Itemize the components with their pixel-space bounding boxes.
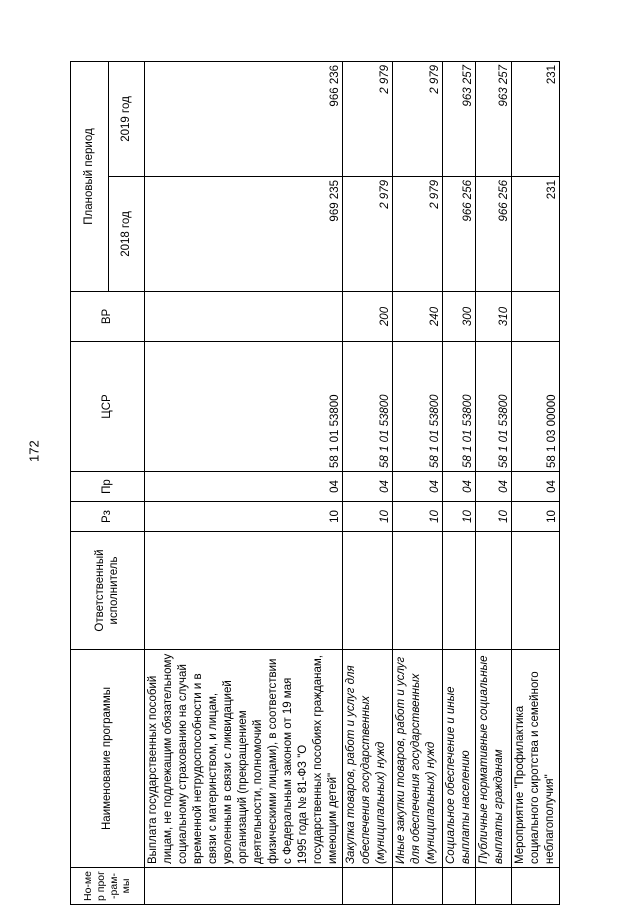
cell-2019: 2 979 <box>393 61 443 176</box>
header-pr: Пр <box>71 472 145 502</box>
cell-num <box>443 868 476 905</box>
cell-2019: 963 257 <box>476 61 512 176</box>
page-number: 172 <box>26 440 42 462</box>
table-row <box>476 61 512 904</box>
rotated-budget-table <box>70 62 558 905</box>
cell-exec <box>393 532 443 650</box>
header-vr: ВР <box>71 292 145 342</box>
header-year-2019: 2019 год <box>109 61 145 176</box>
table-row <box>343 61 393 904</box>
cell-csr: 58 1 03 00000 <box>512 342 560 472</box>
cell-vr: 300 <box>443 292 476 342</box>
cell-2019: 2 979 <box>343 61 393 176</box>
header-plan-period: Плановый период <box>71 61 109 291</box>
cell-pr: 04 <box>343 472 393 502</box>
cell-vr: 200 <box>343 292 393 342</box>
cell-exec <box>145 532 343 650</box>
cell-vr: 310 <box>476 292 512 342</box>
cell-name: Закупка товаров, работ и услуг для обеспечения государственных (муниципальных) нужд <box>343 650 393 868</box>
cell-rz: 10 <box>443 502 476 532</box>
cell-pr: 04 <box>443 472 476 502</box>
cell-name: Мероприятие "Профилактика социального сиротства и семейного неблагополучия" <box>512 650 560 868</box>
cell-2019: 963 257 <box>443 61 476 176</box>
cell-rz: 10 <box>393 502 443 532</box>
table-row <box>393 61 443 904</box>
cell-2018: 966 256 <box>476 177 512 292</box>
header-rz: Рз <box>71 502 145 532</box>
table-row <box>443 61 476 904</box>
cell-csr: 58 1 01 53800 <box>343 342 393 472</box>
budget-table <box>70 61 560 905</box>
cell-name: Публичные нормативные социальные выплаты гражданам <box>476 650 512 868</box>
cell-exec <box>443 532 476 650</box>
cell-2018: 969 235 <box>145 177 343 292</box>
table-row <box>145 61 343 904</box>
cell-2018: 2 979 <box>393 177 443 292</box>
cell-csr: 58 1 01 53800 <box>443 342 476 472</box>
header-executor: Ответственный исполнитель <box>71 532 145 650</box>
cell-name: Выплата государственных пособий лицам, не подлежащим обязательному социальному страхованию на случай временной нетрудоспособности и в связи с материнством, и лицам, уволенным в связи с ликвидацией организаций (прекращением деятельности, полномочий физическими лицами), в соответствии с Федеральным законом от 19 мая 1995 года № 81-ФЗ "О государственных пособиях гражданам, имеющим детей" <box>145 650 343 868</box>
cell-rz: 10 <box>512 502 560 532</box>
cell-rz: 10 <box>476 502 512 532</box>
cell-num <box>393 868 443 905</box>
cell-rz: 10 <box>145 502 343 532</box>
cell-2018: 231 <box>512 177 560 292</box>
cell-2019: 231 <box>512 61 560 176</box>
cell-pr: 04 <box>393 472 443 502</box>
cell-vr <box>145 292 343 342</box>
cell-num <box>145 868 343 905</box>
cell-2018: 966 256 <box>443 177 476 292</box>
cell-name: Социальное обеспечение и иные выплаты населению <box>443 650 476 868</box>
header-csr: ЦСР <box>71 342 145 472</box>
cell-vr <box>512 292 560 342</box>
header-program-number: Но-мер прог-рам-мы <box>71 868 145 905</box>
cell-csr: 58 1 01 53800 <box>476 342 512 472</box>
header-year-2018: 2018 год <box>109 177 145 292</box>
cell-pr: 04 <box>512 472 560 502</box>
cell-exec <box>343 532 393 650</box>
cell-pr: 04 <box>145 472 343 502</box>
cell-2019: 966 236 <box>145 61 343 176</box>
cell-vr: 240 <box>393 292 443 342</box>
header-program-name: Наименование программы <box>71 650 145 868</box>
cell-exec <box>476 532 512 650</box>
cell-csr: 58 1 01 53800 <box>145 342 343 472</box>
table-row <box>512 61 560 904</box>
cell-exec <box>512 532 560 650</box>
cell-name: Иные закупки товаров, работ и услуг для обеспечения государственных (муниципальных) нужд <box>393 650 443 868</box>
cell-num <box>343 868 393 905</box>
cell-pr: 04 <box>476 472 512 502</box>
cell-csr: 58 1 01 53800 <box>393 342 443 472</box>
cell-rz: 10 <box>343 502 393 532</box>
cell-num <box>512 868 560 905</box>
cell-2018: 2 979 <box>343 177 393 292</box>
cell-num <box>476 868 512 905</box>
